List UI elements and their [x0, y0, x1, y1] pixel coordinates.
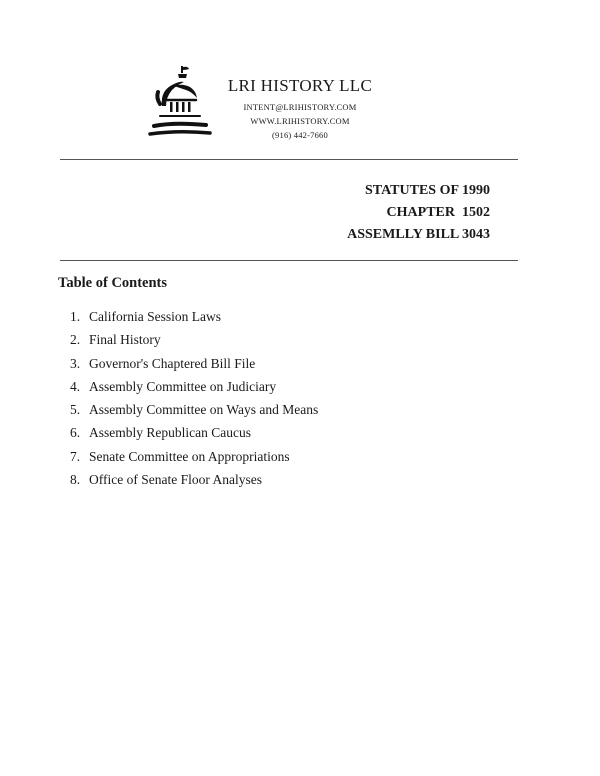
- toc-item: [70, 421, 318, 444]
- toc-item-number: 3.: [70, 355, 81, 371]
- toc-item: [70, 305, 318, 328]
- toc-item-label: California Session Laws: [89, 309, 221, 324]
- company-email: INTENT@LRIHISTORY.COM: [243, 102, 357, 112]
- toc-item-number: 6.: [70, 425, 81, 441]
- toc-item-label: Office of Senate Floor Analyses: [89, 472, 262, 488]
- toc-item: [70, 445, 318, 468]
- toc-item-number: 4.: [70, 378, 81, 394]
- statute-year: STATUTES OF 1990: [365, 183, 490, 198]
- toc-item-label: Senate Committee on Appropriations: [89, 448, 290, 464]
- toc-item-label: Assembly Republican Caucus: [89, 425, 251, 441]
- statute-chapter: CHAPTER 1502: [386, 205, 490, 220]
- toc-item-label: Assembly Committee on Ways and Means: [89, 402, 319, 418]
- toc-item-number: 8.: [70, 472, 81, 488]
- statute-bill: ASSEMLLY BILL 3043: [347, 227, 490, 242]
- toc-item: [70, 352, 318, 375]
- company-phone: (916) 442-7660: [272, 130, 328, 140]
- toc-list: [70, 305, 318, 491]
- company-info: [210, 76, 390, 142]
- toc-item-label: Assembly Committee on Judiciary: [89, 378, 277, 394]
- toc-item: [70, 375, 318, 398]
- statute-block: [347, 180, 490, 246]
- capitol-dome-icon: [144, 64, 214, 138]
- bottom-divider: [60, 260, 518, 261]
- top-divider: [60, 159, 518, 160]
- toc-item: [70, 328, 318, 351]
- company-website: WWW.LRIHISTORY.COM: [250, 116, 350, 126]
- toc-title: Table of Contents: [58, 275, 168, 291]
- toc-item: [70, 398, 318, 421]
- toc-item-number: 7.: [70, 448, 81, 464]
- toc-item-number: 1.: [70, 309, 81, 324]
- toc-item-number: 5.: [70, 402, 81, 418]
- toc-item: [70, 468, 318, 491]
- company-name: LRI HISTORY LLC: [227, 76, 373, 95]
- toc-item-label: Governor's Chaptered Bill File: [89, 355, 256, 371]
- toc-item-number: 2.: [70, 332, 81, 348]
- toc-item-label: Final History: [89, 332, 161, 348]
